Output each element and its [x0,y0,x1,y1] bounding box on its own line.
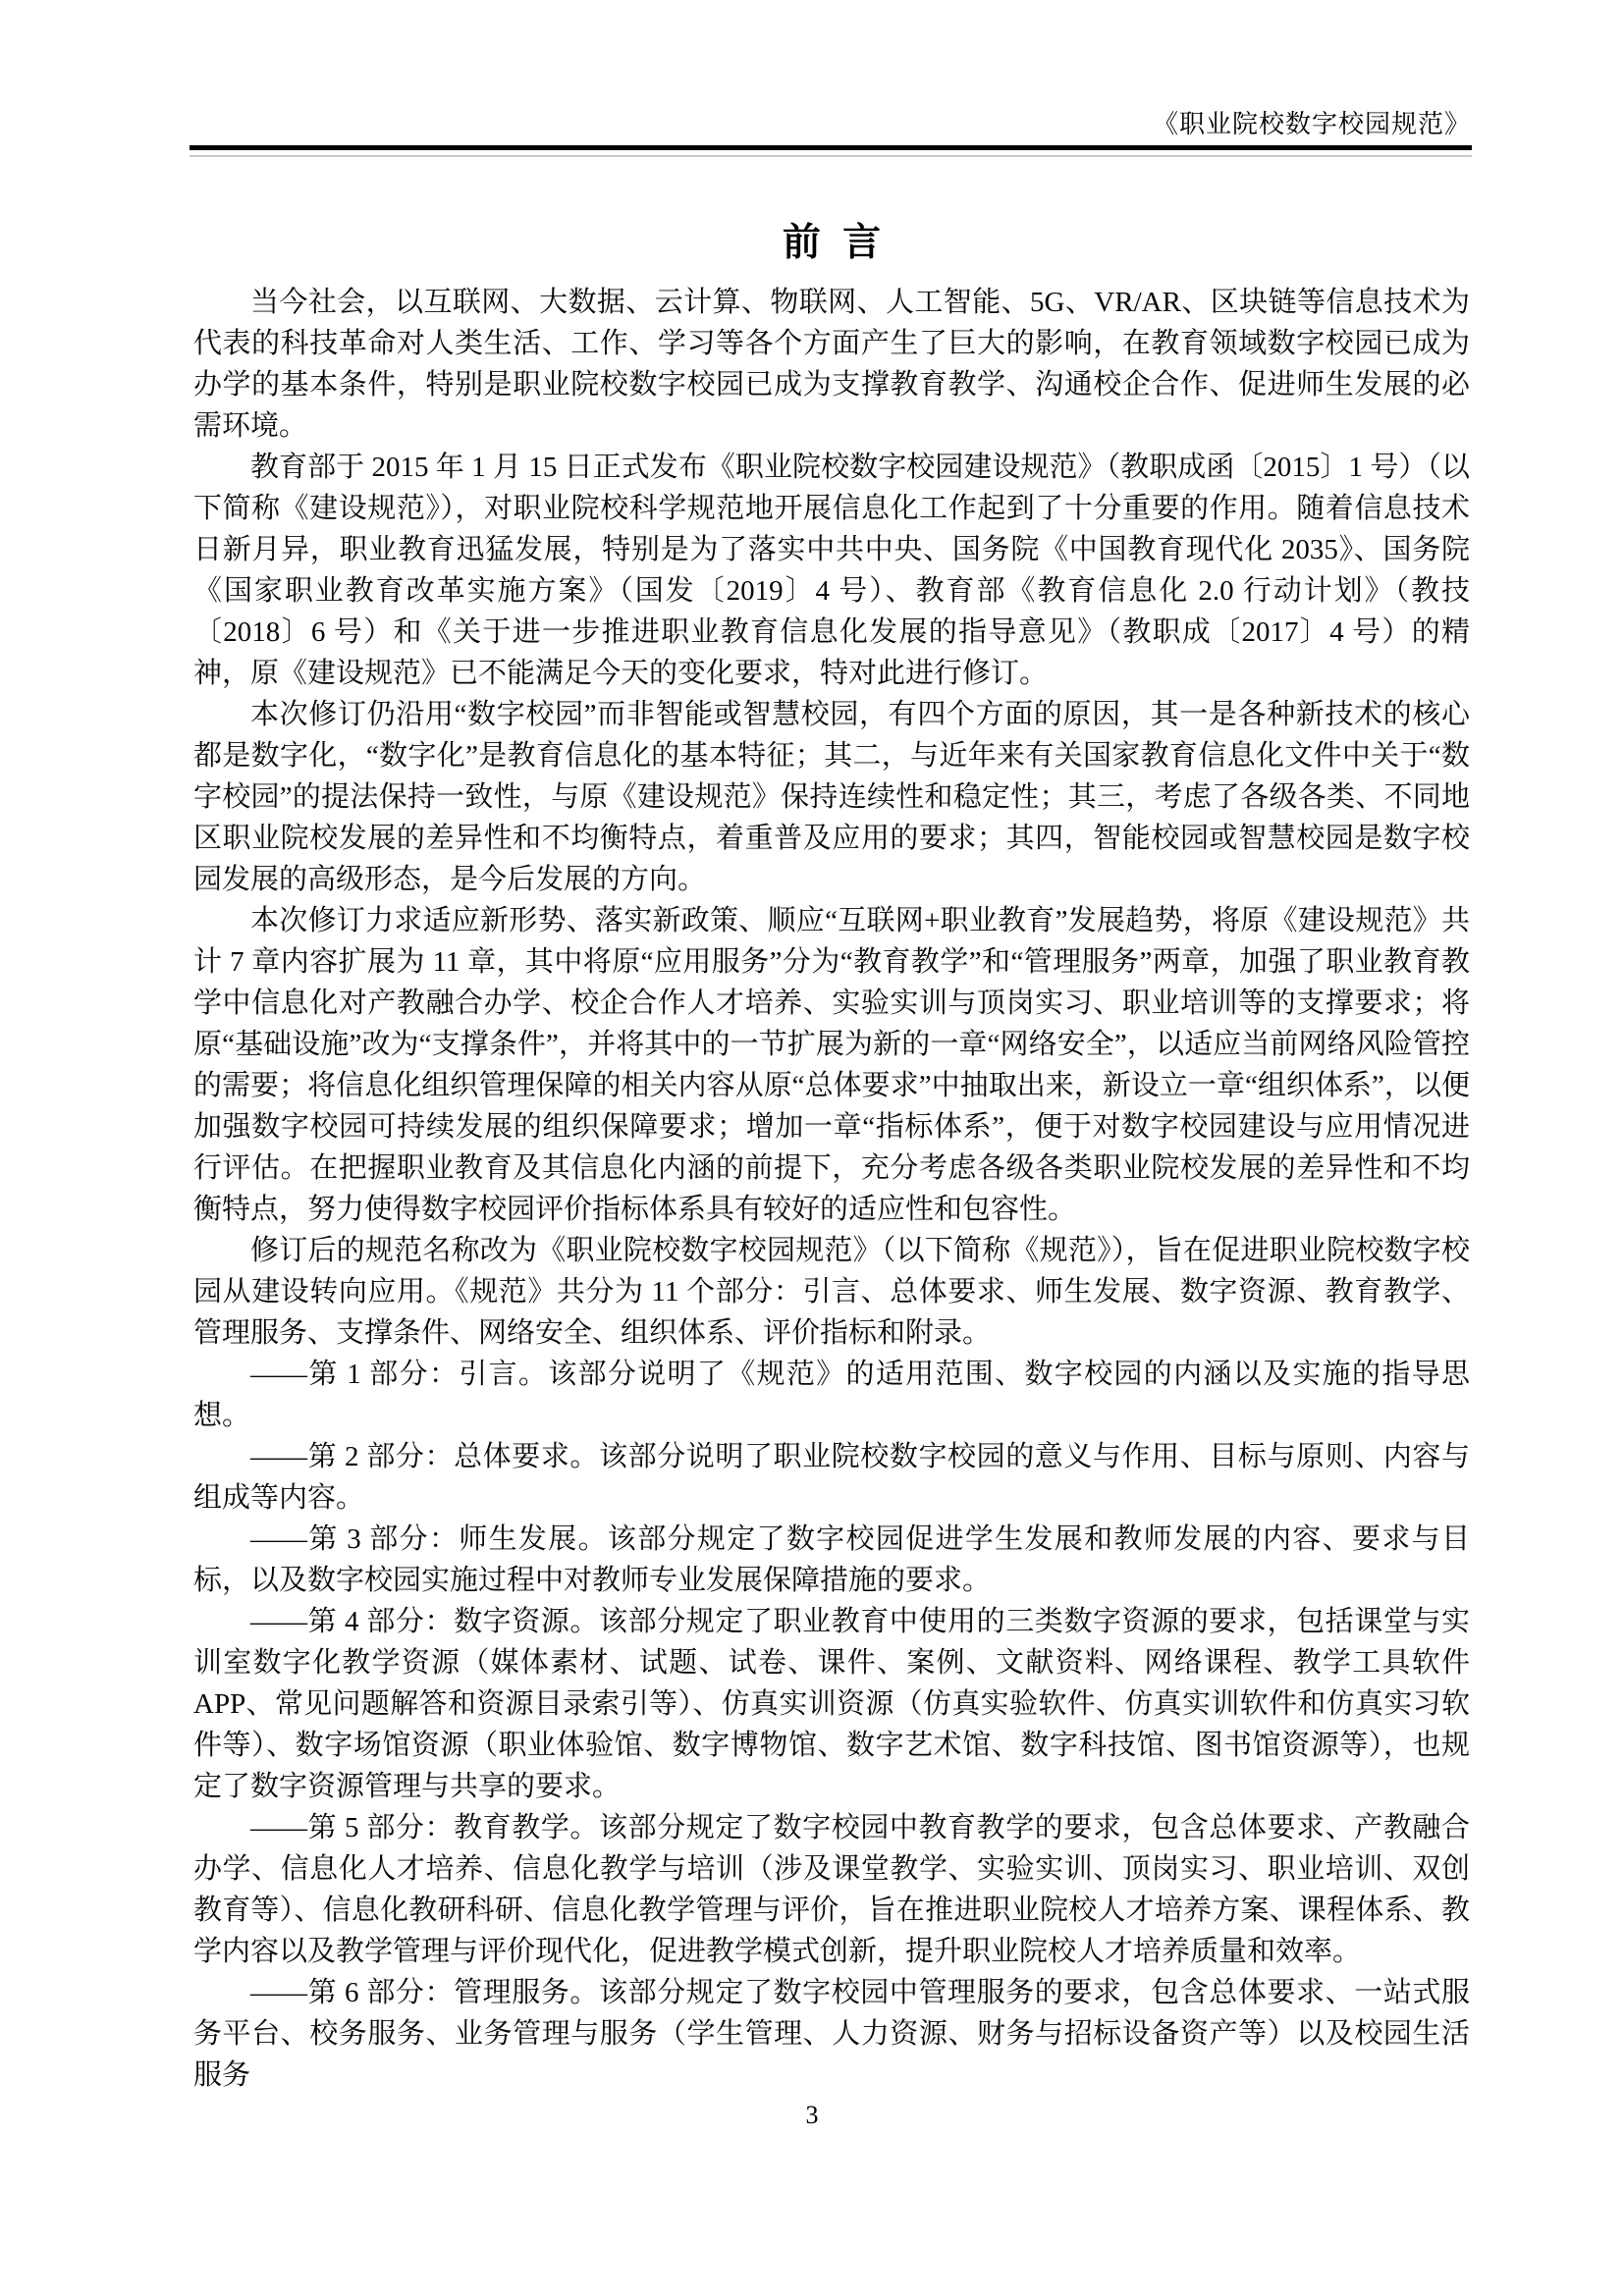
part-list-item-2: ——第 2 部分：总体要求。该部分说明了职业院校数字校园的意义与作用、目标与原则、内容与组成等内容。 [193,1441,1470,1514]
paragraph-intro: 当今社会，以互联网、大数据、云计算、物联网、人工智能、5G、VR/AR、区块链等信息技术为代表的科技革命对人类生活、工作、学习等各个方面产生了巨大的影响，在教育领域数字校园已成为办学的基本条件，特别是职业院校数字校园已成为支撑教育教学、沟通校企合作、促进师生发展的必需环境。 [193,287,1470,442]
page-footer [0,2101,1624,2130]
paragraph-reasons: 本次修订仍沿用“数字校园”而非智能或智慧校园，有四个方面的原因，其一是各种新技术的核心都是数字化，“数字化”是教育信息化的基本特征；其二，与近年来有关国家教育信息化文件中关于“数字校园”的提法保持一致性，与原《建设规范》保持连续性和稳定性；其三，考虑了各级各类、不同地区职业院校发展的差异性和不均衡特点，着重普及应用的要求；其四，智能校园或智慧校园是数字校园发展的高级形态，是今后发展的方向。 [193,699,1470,895]
part-list-item-6: ——第 6 部分：管理服务。该部分规定了数字校园中管理服务的要求，包含总体要求、一站式服务平台、校务服务、业务管理与服务（学生管理、人力资源、财务与招标设备资产等）以及校园生活服务 [193,1977,1470,2091]
header-rule [189,145,1472,150]
paragraph-history: 教育部于 2015 年 1 月 15 日正式发布《职业院校数字校园建设规范》（教职成函〔2015〕1 号）（以下简称《建设规范》），对职业院校科学规范地开展信息化工作起到了十分重要的作用。随着信息技术日新月异，职业教育迅猛发展，特别是为了落实中共中央、国务院《中国教育现代化 2035》、国务院《国家职业教育改革实施方案》（国发〔2019〕4 号）、教育部《教育信息化 2.0 行动计划》（教技〔2018〕6 号）和《关于进一步推进职业教育信息化发展的指导意见》（教职成〔2017〕4 号）的精神，原《建设规范》已不能满足今天的变化要求，特对此进行修订。 [193,452,1470,689]
header-rule-shadow [189,155,1472,157]
page-title: 前 言 [782,222,882,264]
running-header [192,108,1471,141]
part-list-item-5: ——第 5 部分：教育教学。该部分规定了数字校园中教育教学的要求，包含总体要求、产教融合办学、信息化人才培养、信息化教学与培训（涉及课堂教学、实验实训、顶岗实习、职业培训、双创教育等）、信息化教研科研、信息化教学管理与评价，旨在推进职业院校人才培养方案、课程体系、教学内容以及教学管理与评价现代化，促进教学模式创新，提升职业院校人才培养质量和效率。 [193,1812,1470,1967]
paragraph-structure: 修订后的规范名称改为《职业院校数字校园规范》（以下简称《规范》），旨在促进职业院校数字校园从建设转向应用。《规范》共分为 11 个部分：引言、总体要求、师生发展、数字资源、教育教学、管理服务、支撑条件、网络安全、组织体系、评价指标和附录。 [193,1235,1470,1349]
paragraph-revision: 本次修订力求适应新形势、落实新政策、顺应“互联网+职业教育”发展趋势，将原《建设规范》共计 7 章内容扩展为 11 章，其中将原“应用服务”分为“教育教学”和“管理服务”两章，加强了职业教育教学中信息化对产教融合办学、校企合作人才培养、实验实训与顶岗实习、职业培训等的支撑要求；将原“基础设施”改为“支撑条件”，并将其中的一节扩展为新的一章“网络安全”，以适应当前网络风险管控的需要；将信息化组织管理保障的相关内容从原“总体要求”中抽取出来，新设立一章“组织体系”，以便加强数字校园可持续发展的组织保障要求；增加一章“指标体系”，便于对数字校园建设与应用情况进行评估。在把握职业教育及其信息化内涵的前提下，充分考虑各级各类职业院校发展的差异性和不均衡特点，努力使得数字校园评价指标体系具有较好的适应性和包容性。 [193,905,1470,1225]
page-number: 3 [805,2101,819,2129]
part-list-item-1: ——第 1 部分：引言。该部分说明了《规范》的适用范围、数字校园的内涵以及实施的指导思想。 [193,1359,1470,1431]
part-list-item-3: ——第 3 部分：师生发展。该部分规定了数字校园促进学生发展和教师发展的内容、要求与目标，以及数字校园实施过程中对教师专业发展保障措施的要求。 [193,1523,1470,1596]
document-body [193,282,1470,2096]
part-list-item-4: ——第 4 部分：数字资源。该部分规定了职业教育中使用的三类数字资源的要求，包括课堂与实训室数字化教学资源（媒体素材、试题、试卷、课件、案例、文献资料、网络课程、教学工具软件 APP、常见问题解答和资源目录索引等）、仿真实训资源（仿真实验软件、仿真实训软件和仿真实习软件等）、数字场馆资源（职业体验馆、数字博物馆、数字艺术馆、数字科技馆、图书馆资源等），也规定了数字资源管理与共享的要求。 [193,1606,1470,1802]
running-header-doc-title: 《职业院校数字校园规范》 [1152,110,1471,138]
